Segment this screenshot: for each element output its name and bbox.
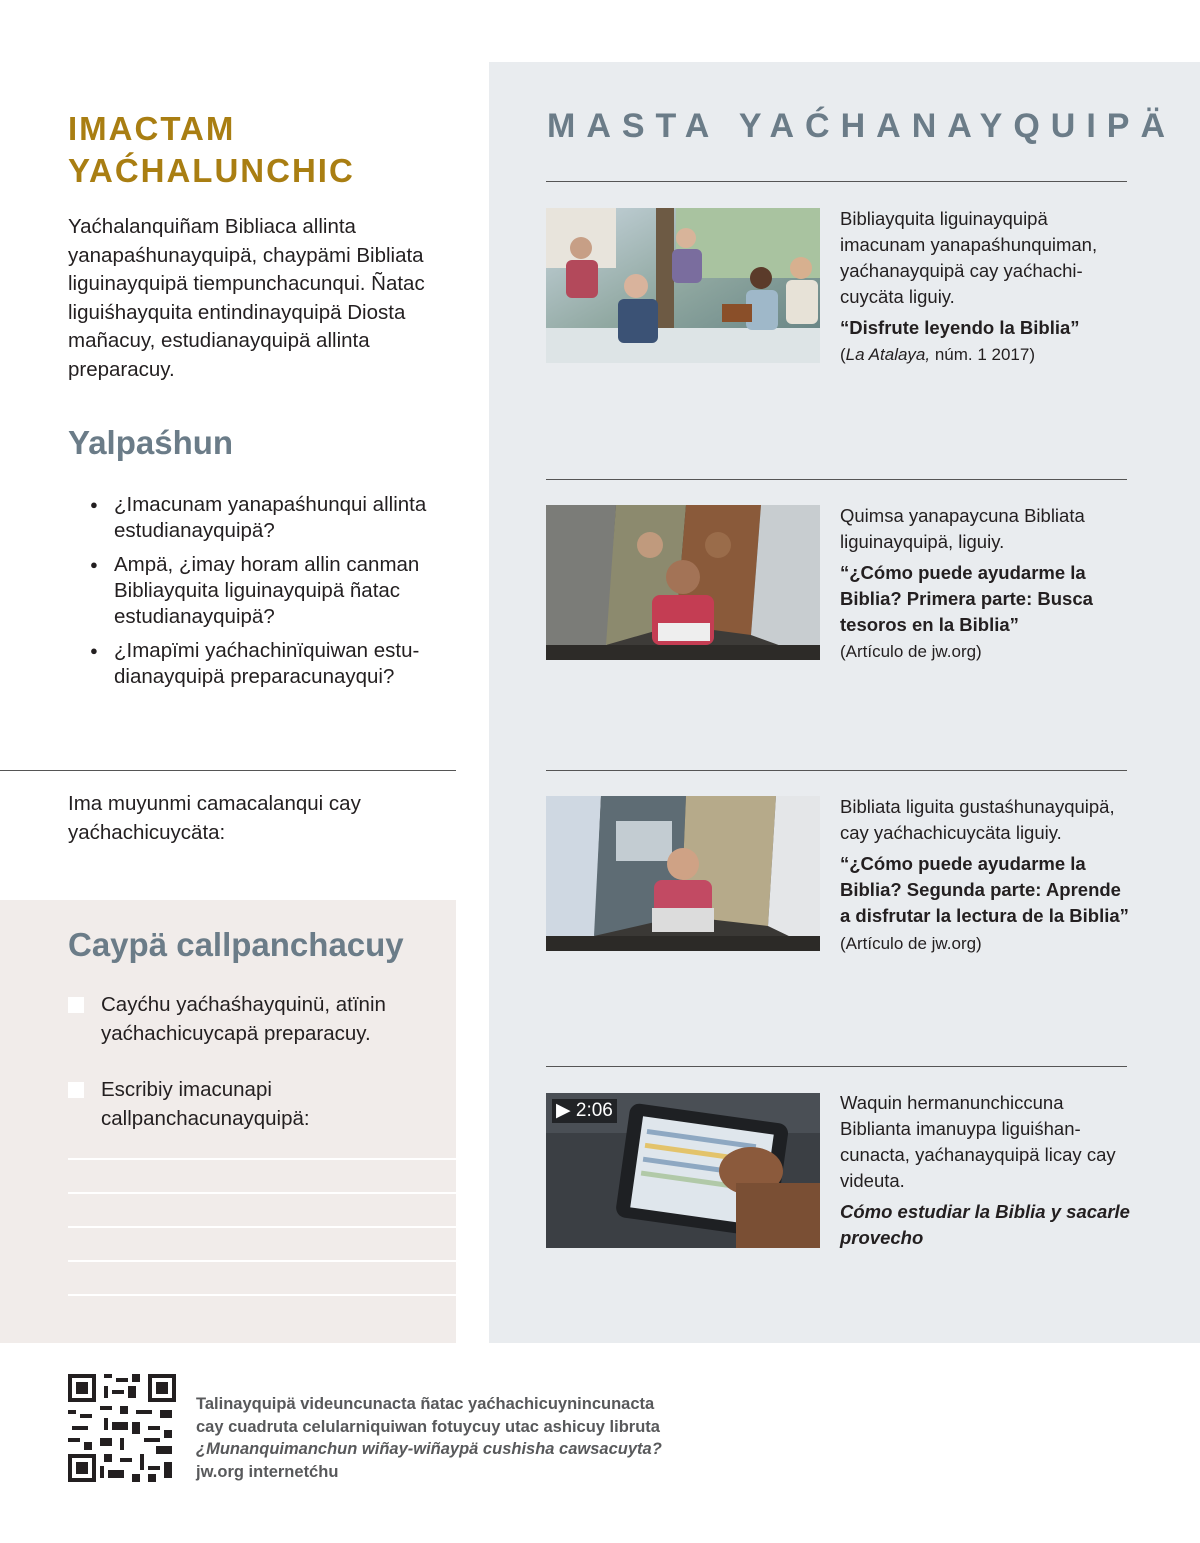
resource-text: [840, 503, 1130, 665]
goal-text: Cayćhu yaćhaśhayquinü, atïnin yaćhachicuycapä preparacuy.: [101, 993, 386, 1045]
write-line[interactable]: [68, 1192, 456, 1194]
resource-description: Quimsa yanapaycuna Bibliata liguinayquipä, liguiy.: [840, 505, 1085, 552]
write-line[interactable]: [68, 1260, 456, 1262]
resource-title[interactable]: “Disfrute leyendo la Biblia”: [840, 317, 1080, 338]
intro-text: Yaćhalanquiñam Bibliaca allinta yanapaśhunayquipä, chaypämi Bibliata liguinayquipä tiempunchacunqui. Ñatac liguiśhayquita entindinayquipä Diosta mañacuy, estudianayquipä allinta preparacuy.: [68, 215, 425, 381]
goal-checkbox[interactable]: [68, 1082, 84, 1098]
review-questions: [90, 492, 450, 698]
resource-divider: [546, 479, 1127, 480]
review-heading: Yalpaśhun: [68, 424, 234, 461]
video-thumbnail[interactable]: [546, 1093, 820, 1248]
footer-line: Talinayquipä videuncunacta ñatac yaćhachicuynincunacta: [196, 1395, 655, 1413]
write-line[interactable]: [68, 1294, 456, 1296]
resource-image-boy-reading[interactable]: [546, 505, 820, 660]
goal-checkbox[interactable]: [68, 997, 84, 1013]
resource-image-girl-reading[interactable]: [546, 796, 820, 951]
resource-source: [840, 345, 1035, 364]
goal-item: [68, 991, 438, 1048]
resource-source-open: (: [840, 345, 846, 364]
video-title[interactable]: Cómo estudiar la Biblia y sacarle provecho: [840, 1201, 1130, 1248]
goal-item: [68, 1076, 438, 1133]
resource-title[interactable]: “¿Cómo puede ayudarme la Biblia? Segunda parte: Aprende a disfrutar la lectura de la Biblia”: [840, 853, 1129, 926]
resource-image-family-reading[interactable]: [546, 208, 820, 363]
footer-website[interactable]: jw.org internetćhu: [196, 1462, 339, 1481]
footer-text: [196, 1393, 716, 1483]
resource-source: (Artículo de jw.org): [840, 642, 982, 661]
reading-people-illustration: [546, 208, 820, 363]
further-reading-heading: MASTA YAĆHANAYQUIPÄ: [547, 107, 1177, 145]
review-question: ● Ampä, ¿imay horam allin canman Bibliayquita liguinayquipä ñatac estudianayquipä?: [90, 552, 450, 630]
review-question: ● ¿Imacunam yanapaśhunqui allinta estudianayquipä?: [90, 492, 450, 544]
resource-text: [840, 794, 1130, 957]
boy-reading-illustration: [546, 505, 820, 660]
resource-source: (Artículo de jw.org): [840, 934, 982, 953]
video-duration-badge: ▶ 2:06: [552, 1099, 617, 1123]
resource-divider: [546, 1066, 1127, 1067]
footer-line: cay cuadruta celularniquiwan fotuycuy utac ashicuy libruta: [196, 1417, 660, 1436]
qr-code[interactable]: [68, 1374, 176, 1482]
goal-text: Escribiy imacunapi callpanchacunayquipä:: [101, 1078, 310, 1130]
write-line[interactable]: [68, 1226, 456, 1228]
review-question: ● ¿Imapïmi yaćhachinïquiwan estudianayquipä preparacunayqui?: [90, 638, 450, 690]
girl-reading-illustration: [546, 796, 820, 951]
goal-heading: Caypä callpanchacuy: [68, 926, 404, 963]
lesson-heading: [68, 108, 355, 192]
lesson-heading-line2: YAĆHALUNCHIC: [68, 152, 355, 189]
resource-text: [840, 206, 1130, 368]
resource-title[interactable]: “¿Cómo puede ayudarme la Biblia? Primera parte: Busca tesoros en la Biblia”: [840, 562, 1093, 635]
resource-description: Waquin hermanunchiccuna Biblianta imanuypa liguiśhancunacta, yaćhanayquipä licay cay videuta.: [840, 1092, 1116, 1191]
resource-divider: [546, 770, 1127, 771]
resource-source-italic: La Atalaya,: [845, 345, 931, 364]
section-divider: [0, 770, 456, 771]
resource-text: [840, 1090, 1130, 1251]
resource-source-rest: núm. 1 2017): [930, 345, 1036, 364]
resource-divider: [546, 181, 1127, 182]
resource-description: Bibliayquita liguinayquipä imacunam yanapaśhunquiman, yaćhanayquipä cay yaćhachicuycäta liguiy.: [840, 208, 1098, 307]
resource-description: Bibliata liguita gustaśhunayquipä, cay yaćhachicuycäta liguiy.: [840, 796, 1115, 843]
lesson-heading-line1: IMACTAM: [68, 110, 236, 147]
write-line[interactable]: [68, 1158, 456, 1160]
learned-prompt: Ima muyunmi camacalanqui cay yaćhachicuycäta:: [68, 792, 361, 844]
footer-brochure-title[interactable]: ¿Munanquimanchun wiñay-wiñaypä cushisha cawsacuyta?: [196, 1440, 662, 1458]
